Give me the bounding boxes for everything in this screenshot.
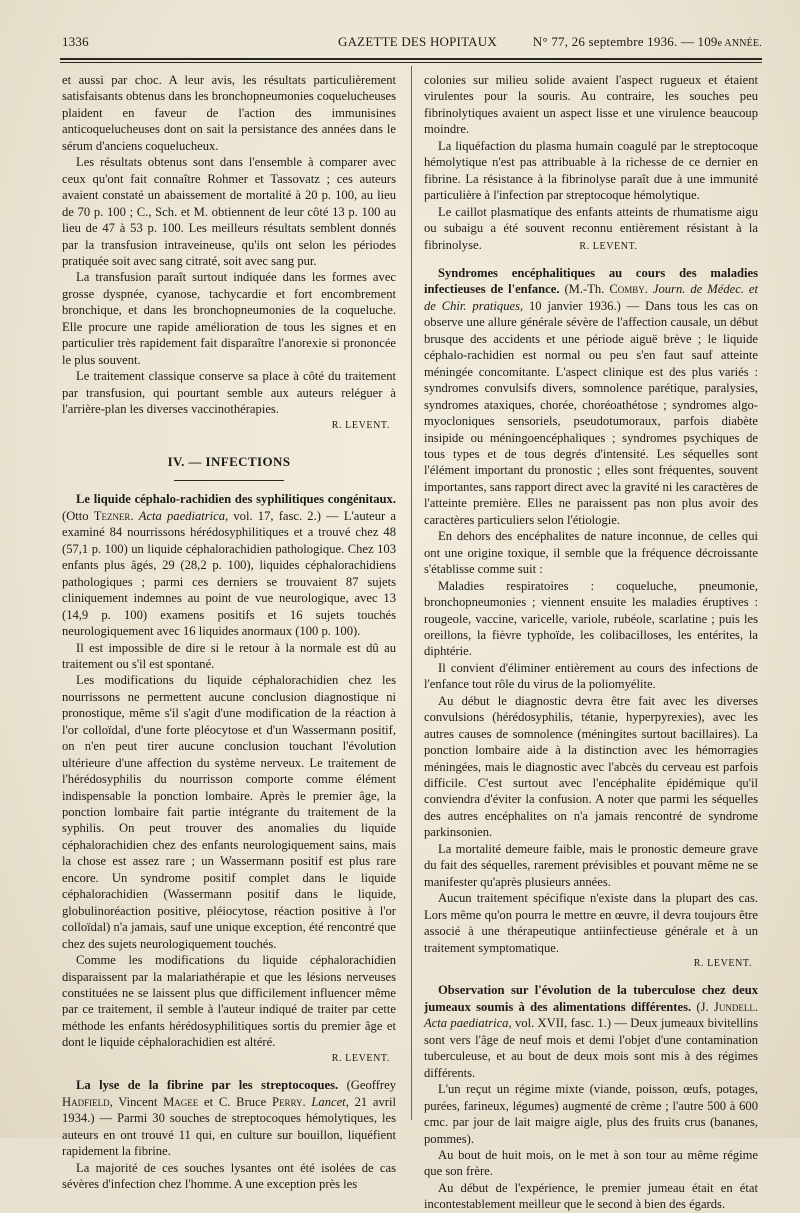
article-tuberculosis-twins xyxy=(424,982,758,1081)
author-signature: R. LEVENT. xyxy=(693,958,752,970)
article-title: Le liquide céphalo-rachidien des syphilitiques congénitaux. xyxy=(76,492,396,507)
spacer xyxy=(62,1067,396,1077)
paragraph: colonies sur milieu solide avaient l'aspect rugueux et étaient virulentes pour la souris. Au contraire, les souches peu fibrinolytiques avaient un aspect lisse et une virulence beaucoup moindre. xyxy=(424,73,758,137)
article-fibrinolysis xyxy=(62,1077,396,1159)
reference-author: Perry xyxy=(272,1094,303,1109)
reference-text: . xyxy=(754,999,758,1014)
reference-text: (Geoffrey xyxy=(346,1078,396,1093)
reference-text: , Vincent xyxy=(109,1094,164,1109)
header-rule-thick xyxy=(60,58,762,60)
reference-text: . xyxy=(302,1094,312,1109)
paragraph: La transfusion paraît surtout indiquée dans les formes avec grosse dyspnée, cyanose, tachycardie et fort encombrement bronchique, et dans les bronchopneumonies de la coqueluche. Elle procure une rapide amélioration de tous les signes et en particulier très rapidement fait disparaître l'anorexie si prononcée le plus souvent. xyxy=(62,270,396,367)
paragraph: Il est impossible de dire si le retour à la normale est dû au traitement ou s'il est spontané. xyxy=(62,640,396,671)
reference-author: Hadfield xyxy=(62,1094,110,1109)
article-title: La lyse de la fibrine par les streptocoques. xyxy=(76,1078,339,1093)
article-encephalitis xyxy=(424,265,758,528)
article-text: , 10 janvier 1936.) — Dans tous les cas on observe une allure générale sévère de l'affection causale, un début brusque des accidents et une période aiguë brève ; le liquide céphalo-rachidien est normal ou peu s'en faut sauf atteinte méningée concomitante. L'aspect clinique est des plus variés : syndromes convulsifs divers, somnolence parétique, paralysies, syndromes ataxiques, chorée, choréoathétose ; syndromes algo-myocloniques sensoriels, pseudotumoraux, parfois diabète insipide ou méningoencéphaliques ; syndromes psychiques de tous types et de tous degrés d'intensité. Les séquelles sont l'élément important du pronostic ; elles sont fréquentes, souvent importantes, sans rapport direct avec la gravité ni les caractères de l'atteinte première. Elles ne paraissent pas non plus avoir des caractères particuliers selon l'étiologie. xyxy=(424,298,758,527)
article-text: , 21 avril 1934.) — Parmi 30 souches de streptocoques hémolytiques, les auteurs en ont trouvé 11 qui, en culture sur bouillon, liquéfient rapidement la fibrine. xyxy=(62,1094,396,1159)
reference-text: (M.-Th. xyxy=(559,282,610,297)
author-signature: R. LEVENT. xyxy=(579,240,638,252)
paragraph: Au bout de huit mois, on le met à son tour au même régime que son frère. xyxy=(424,1148,758,1179)
page-number: 1336 xyxy=(62,34,89,49)
journal-title: GAZETTE DES HOPITAUX xyxy=(338,34,497,49)
page-header xyxy=(62,34,762,54)
spacer xyxy=(424,255,758,265)
paragraph: La liquéfaction du plasma humain coagulé par le streptocoque hémolytique n'est pas attribuable à la richesse de ce dernier en fibrine. La résistance à la fibrinolyse paraît due à une immunité particulière à l'infection par streptocoque hémolytique. xyxy=(424,138,758,203)
paragraph: Comme les modifications du liquide céphalorachidien disparaissent par la malariathérapie et que les lésions nerveuses constituées ne se laissent plus que difficilement influencer même par ce traitement, il semble à l'auteur indiqué de traiter par cette méthode les enfants hérédosyphilitiques sortis du premier âge et dont le liquide céphalorachidien est altéré. xyxy=(62,953,396,1050)
author-signature: R. LEVENT. xyxy=(331,1052,390,1064)
reference-journal: Acta paediatrica xyxy=(138,508,226,523)
paragraph-text: Le caillot plasmatique des enfants atteints de rhumatisme aigu ou subaigu a été souvent reconnu entièrement résistant à la fibrinolyse. xyxy=(424,204,758,252)
reference-author: Comby xyxy=(609,282,645,297)
reference-text: (Otto xyxy=(62,508,94,523)
column-divider xyxy=(411,66,412,1120)
issue-info xyxy=(533,34,762,50)
article-text: , vol. XVII, fasc. 1.) — Deux jumeaux bivitellins sont vers l'âge de neuf mois et demi l'objet d'une contamination tuberculeuse, et au bout de deux mois sont mis à des régimes différents. xyxy=(424,1016,758,1080)
paragraph: Les résultats obtenus sont dans l'ensemble à comparer avec ceux qu'ont fait connaître Rohmer et Tassovatz ; ces auteurs avaient constaté un abaissement de mortalité à 20 p. 100, au lieu de 70 p. 100 ; C., Sch. et M. obtiennent de leur côté 13 p. 100 au lieu de 47 à 53 p. 100. Les meilleurs résultats semblent donnés par la transfusion intraveineuse, qu'ils ont selon les périodes pratiquée soit avec sang citraté, soit avec sang pur. xyxy=(62,155,396,268)
reference-author: Magee xyxy=(163,1094,199,1109)
paragraph: La majorité de ces souches lysantes ont été isolées de cas sévères d'infection chez l'homme. A une exception près les xyxy=(62,1160,396,1191)
left-column xyxy=(62,72,396,1192)
reference-author: Tezner xyxy=(93,508,131,523)
reference-text: et C. Bruce xyxy=(198,1094,272,1109)
paragraph: Il convient d'éliminer entièrement au cours des infections de l'enfance tout rôle du virus de la poliomyélite. xyxy=(424,660,758,692)
paragraph: et aussi par choc. A leur avis, les résultats particulièrement satisfaisants obtenus dans les bronchopneumonies coquelucheuses plaident en faveur de l'action des immunisines anticoquelucheuses dont on sait la persistance des années dans le sérum d'anciens coquelucheux. xyxy=(62,73,397,153)
paragraph: L'un reçut un régime mixte (viande, poisson, œufs, potages, purées, farineux, légumes) augmenté de crème ; l'autre 500 à 600 cmc. par jour de lait maigre aigle, plus des fruits crus (bananes, pommes). xyxy=(424,1082,758,1146)
article-text: , vol. 17, fasc. 2.) — L'auteur a examiné 84 nourrissons hérédosyphilitiques et a trouvé chez 48 (57,1 p. 100) un liquide céphalorachidien pathologique. Chez 103 enfants plus âgés, 29 (28,2 p. 100), liquides céphalorachidiens pathologiques ; parmi ces derniers se trouvaient 87 sujets cliniquement indemnes au point de vue neurologique, avec 13 (14,9 p. 100) examens positifs et 16 sujets touchés neurologiquement avec 16 liquides anormaux (100 p. 100). xyxy=(62,508,396,639)
paragraph: Au début le diagnostic devra être fait avec les diverses convulsions (hérédosyphilis, tétanie, hyperpyrexies), avec les autres causes de somnolence (méningites surtout bacillaires). La ponction lombaire aide à la distinction avec les hémorragies méningées, mais le diagnostic avec l'abcès du cerveau est parfois difficile. C'est surtout avec l'encéphalite épidémique qu'il conviendra d'éviter la confusion. A noter que parmi les séquelles des autres encéphalites on n'a jamais rencontré de syndrome parkinsonien. xyxy=(424,693,758,840)
right-column xyxy=(424,72,758,1213)
reference-journal: Journ. de Médec. et de Chir. pratiques xyxy=(424,282,759,313)
paragraph: Le traitement classique conserve sa place à côté du traitement par transfusion, qui pourtant semble aux auteurs reléguer à l'arrière-plan les diverses vaccinothérapies. xyxy=(62,369,396,417)
paragraph: Maladies respiratoires : coqueluche, pneumonie, bronchopneumonies ; viennent ensuite les maladies éruptives : rougeole, vaccine, varicelle, variole, rubéole, scarlatine ; puis les oreillons, la fièvre typhoïde, les colibacilloses, les entérites, la diphtérie. xyxy=(424,578,758,659)
paragraph: En dehors des encéphalites de nature inconnue, de celles qui ont une origine toxique, il semble que la fréquence décroissante s'établisse comme suit : xyxy=(424,529,758,577)
author-signature: R. LEVENT. xyxy=(331,419,390,431)
reference-author: Jundell xyxy=(713,999,755,1014)
article-lcr-syphilis xyxy=(62,491,396,639)
section-heading: IV. — INFECTIONS xyxy=(167,453,291,469)
issue-date: N° 77, 26 septembre 1936. — 109 xyxy=(532,34,718,49)
reference-text: . xyxy=(644,282,653,297)
section-rule xyxy=(174,480,284,481)
reference-journal: Lancet xyxy=(311,1094,346,1109)
article-title: Syndromes encéphalitiques au cours des maladies infectieuses de l'enfance. xyxy=(424,265,758,297)
reference-journal: Acta paediatrica xyxy=(424,1016,509,1031)
issue-year: e ANNÉE. xyxy=(717,38,762,49)
paragraph: Au début de l'expérience, le premier jumeau était en état incontestablement meilleur que le second à bien des égards. xyxy=(424,1180,758,1212)
paragraph xyxy=(424,204,758,255)
spacer xyxy=(424,972,758,982)
reference-text: . xyxy=(130,508,139,523)
paragraph: Les modifications du liquide céphalorachidien chez les nourrissons ne permettent aucune conclusion diagnostique ni pronostique, même s'il s'agit d'une modification de la réaction à l'or colloïdal, d'une forte pléocytose et d'un Wassermann positif, on n'en peut tirer aucune conclusion touchant l'évolution ultérieure d'une affection du système nerveux. Le traitement de l'hérédosyphilis du nourrisson comporte comme élément indispensable la ponction lombaire. Après le premier âge, la ponction lombaire fait partie intégrante du traitement de la syphilis. On peut trouver des anomalies du liquide céphalorachidien chez des enfants neurologiquement sains, mais la chose est assez rare ; un Wassermann positif est plus rare encore. Un syndrome positif complet dans le liquide céphalorachidien (Wassermann positif dans le liquide, globulinoréaction positive, pléiocytose, réaction positive à l'or colloïdal) n'a jamais, sauf une unique exception, été rencontré que chez des sujets neurologiquement touchés. xyxy=(62,673,396,951)
paragraph: Aucun traitement spécifique n'existe dans la plupart des cas. Lors même qu'on pourra le mettre en œuvre, il devra toujours être associé à une thérapeutique antiinfectieuse générale et à un traitement symptomatique. xyxy=(424,891,758,955)
reference-text: (J. xyxy=(691,999,714,1014)
header-rule-thin xyxy=(60,62,762,63)
article-title: Observation sur l'évolution de la tuberculose chez deux jumeaux soumis à des alimentations différentes. xyxy=(424,983,758,1014)
paragraph: La mortalité demeure faible, mais le pronostic demeure grave du fait des séquelles, rarement prévisibles et pouvant même ne se manifester qu'après plusieurs années. xyxy=(424,841,758,889)
